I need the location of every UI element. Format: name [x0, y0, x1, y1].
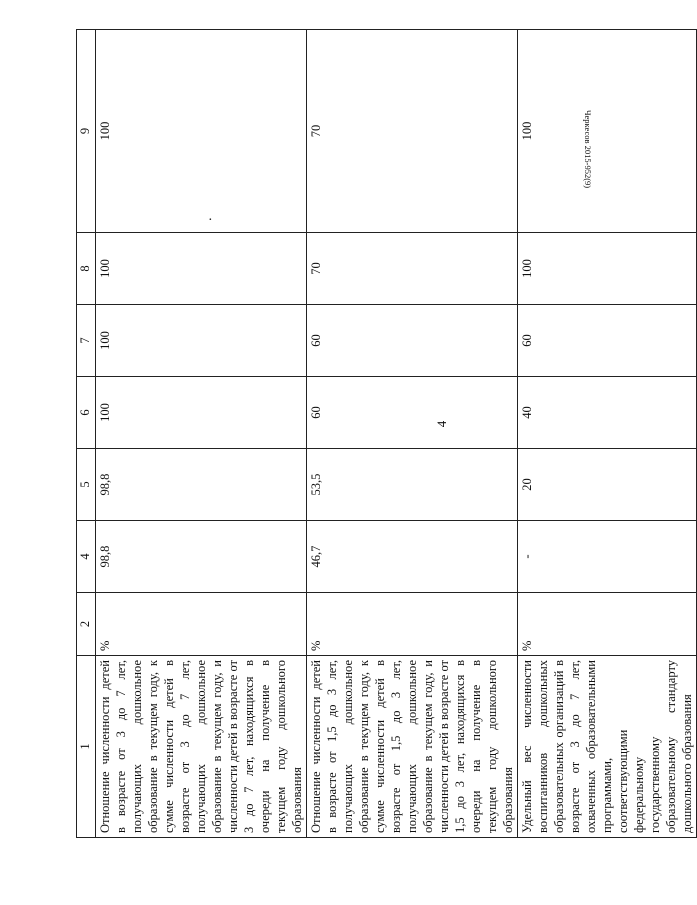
- rotated-table-wrapper: [76, 30, 694, 838]
- col-header: 5: [77, 449, 96, 521]
- table-row: [307, 30, 518, 838]
- col-header: 8: [77, 233, 96, 305]
- value-cell: 98,8: [96, 449, 307, 521]
- value-cell: 70: [307, 30, 518, 233]
- value-cell: 53,5: [307, 449, 518, 521]
- value-cell: 60: [307, 305, 518, 377]
- stray-mark: ·: [208, 213, 213, 228]
- value-cell: 60: [307, 377, 518, 449]
- indicator-unit: %: [96, 593, 307, 656]
- col-header: 2: [77, 593, 96, 656]
- value-cell: 20: [518, 449, 697, 521]
- header-row: [77, 30, 96, 838]
- value-cell: 100: [96, 30, 307, 233]
- table-row: [96, 30, 307, 838]
- value-cell: 98,8: [96, 521, 307, 593]
- indicators-table: [76, 29, 697, 838]
- col-header: 1: [77, 656, 96, 838]
- value-cell: 46,7: [307, 521, 518, 593]
- value-cell: 100: [96, 377, 307, 449]
- page-number: 4: [434, 420, 449, 428]
- document-code-text: Черкесов 2015-952(9): [583, 110, 593, 189]
- value-cell: 100: [96, 305, 307, 377]
- col-header: 4: [77, 521, 96, 593]
- value-cell: 100: [518, 30, 697, 233]
- indicator-unit: %: [518, 593, 697, 656]
- indicator-unit: %: [307, 593, 518, 656]
- col-header: 7: [77, 305, 96, 377]
- value-cell: 100: [96, 233, 307, 305]
- table-row: [518, 30, 697, 838]
- indicator-description: Отношение численности детей в возрасте от 1,5 до 3 лет, получающих дошкольное образование в текущем году, к сумме численности детей в возрасте от 1,5 до 3 лет, получающих дошкольное образование в текущем году, и численности детей в возрасте от 1,5 до 3 лет, находящихся в очереди на получение в текущем году дошкольного образования: [307, 656, 518, 838]
- col-header: 9: [77, 30, 96, 233]
- value-cell: 70: [307, 233, 518, 305]
- col-header: 6: [77, 377, 96, 449]
- value-cell: 60: [518, 305, 697, 377]
- value-cell: 100: [518, 233, 697, 305]
- indicator-description: Отношение численности детей в возрасте от 3 до 7 лет, получающих дошкольное образование в текущем году, к сумме численности детей в возрасте от 3 до 7 лет, получающих дошкольное образование в текущем году, и численности детей в возрасте от 3 до 7 лет, находящихся в очереди на получение в текущем году дошкольного образования: [96, 656, 307, 838]
- indicator-description: Удельный вес численности воспитанников дошкольных образовательных организаций в возрасте от 3 до 7 лет, охваченных образовательными программами, соответствующими федеральному государственному образовательному стандарту дошкольного образования: [518, 656, 697, 838]
- value-cell: 40: [518, 377, 697, 449]
- value-cell: -: [518, 521, 697, 593]
